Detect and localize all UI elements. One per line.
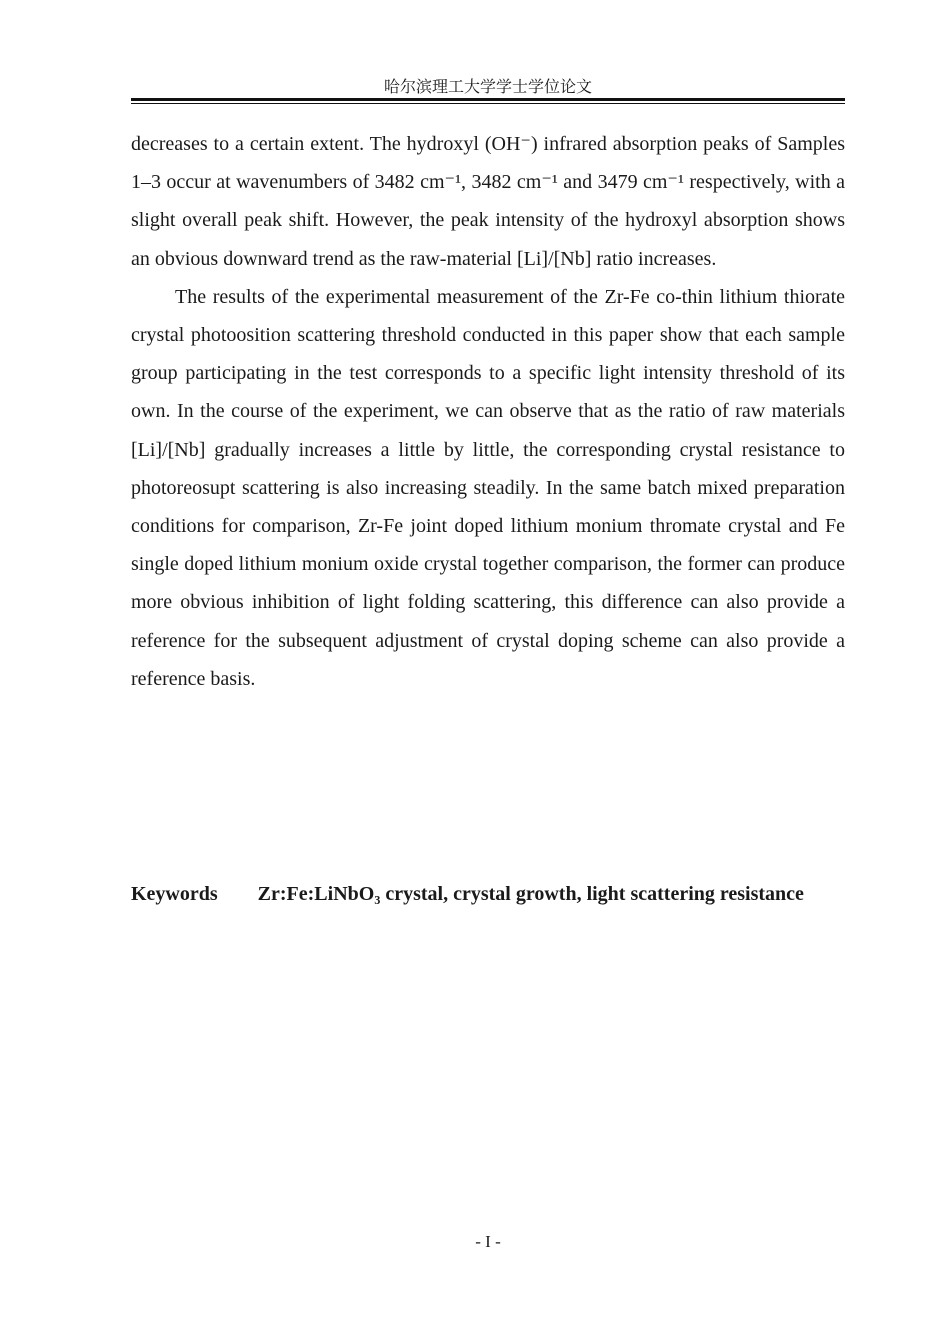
abstract-body: [131, 125, 845, 698]
paragraph-results: The results of the experimental measurement of the Zr-Fe co-thin lithium thiorate crystal photoosition scattering threshold conducted in this paper show that each sample group participating in the test corresponds to a specific light intensity threshold of its own. In the course of the experiment, we can observe that as the ratio of raw materials [Li]/[Nb] gradually increases a little by little, the corresponding crystal resistance to photoreosupt scattering is also increasing steadily. In the same batch mixed preparation conditions for comparison, Zr-Fe joint doped lithium monium thromate crystal and Fe single doped lithium monium oxide crystal together comparison, the former can produce more obvious inhibition of light folding scattering, this difference can also provide a reference for the subsequent adjustment of crystal doping scheme can also provide a reference basis.: [131, 285, 845, 690]
running-header: 哈尔滨理工大学学士学位论文: [383, 77, 592, 96]
keywords-text: Zr:Fe:LiNbO₃ crystal, crystal growth, light scattering resistance: [257, 883, 804, 905]
header-rule-thick: [131, 98, 845, 101]
keywords-line: [131, 875, 845, 913]
page-number: - I -: [475, 1232, 501, 1251]
header-rule-thin: [131, 103, 845, 104]
keywords-label: Keywords: [131, 883, 218, 905]
paragraph-continuation: decreases to a certain extent. The hydroxyl (OH⁻) infrared absorption peaks of Samples 1–3 occur at wavenumbers of 3482 cm⁻¹, 3482 cm⁻¹ and 3479 cm⁻¹ respectively, with a slight overall peak shift. However, the peak intensity of the hydroxyl absorption shows an obvious downward trend as the raw-material [Li]/[Nb] ratio increases.: [131, 133, 845, 270]
